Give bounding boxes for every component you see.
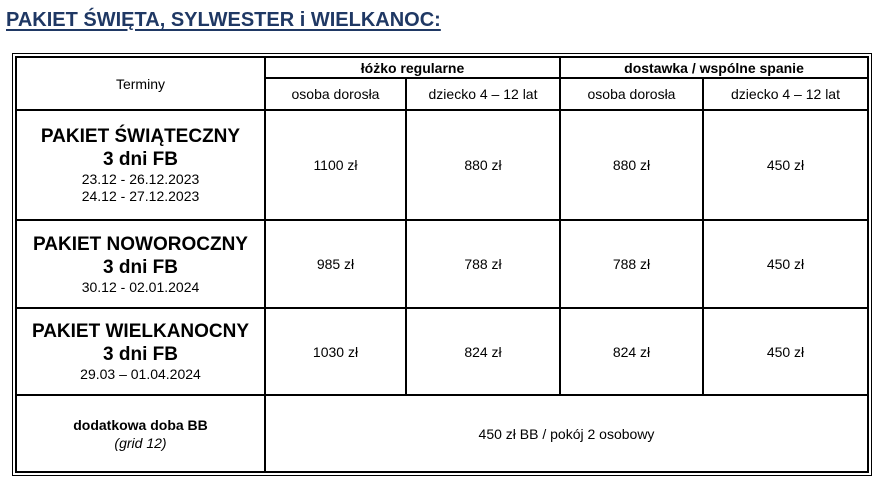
table-row bbox=[16, 308, 868, 395]
price-cell: 788 zł bbox=[406, 220, 560, 308]
package-name: PAKIET NOWOROCZNY bbox=[33, 233, 248, 255]
price-cell: 880 zł bbox=[406, 110, 560, 220]
price-cell: 880 zł bbox=[560, 110, 703, 220]
package-date: 24.12 - 27.12.2023 bbox=[81, 188, 200, 204]
table-row bbox=[16, 220, 868, 308]
price-cell: 450 zł bbox=[703, 110, 868, 220]
package-date: 29.03 – 01.04.2024 bbox=[80, 366, 201, 382]
price-cell: 1100 zł bbox=[265, 110, 406, 220]
page-title: PAKIET ŚWIĘTA, SYLWESTER i WIELKANOC: bbox=[6, 9, 441, 31]
package-name: PAKIET WIELKANOCNY bbox=[31, 321, 250, 342]
terms-header bbox=[16, 57, 265, 110]
price-cell: 824 zł bbox=[406, 308, 560, 395]
price-cell: 450 zł bbox=[703, 308, 868, 395]
extra-night-name: dodatkowa doba BB bbox=[73, 416, 208, 433]
extra-night-cell bbox=[16, 395, 265, 472]
group-header-regular-bed: łóżko regularne bbox=[265, 57, 560, 78]
package-duration: 3 dni FB bbox=[103, 344, 178, 365]
price-table bbox=[15, 56, 869, 473]
package-cell bbox=[16, 220, 265, 308]
subheader-child-extra: dziecko 4 – 12 lat bbox=[703, 78, 868, 110]
package-name: PAKIET ŚWIĄTECZNY bbox=[40, 126, 241, 147]
price-cell: 1030 zł bbox=[265, 308, 406, 395]
subheader-adult-extra: osoba dorosła bbox=[560, 78, 703, 110]
package-date: 30.12 - 02.01.2024 bbox=[81, 278, 200, 295]
package-cell bbox=[16, 110, 265, 220]
subheader-child-regular: dziecko 4 – 12 lat bbox=[406, 78, 560, 110]
group-header-extra-bed: dostawka / wspólne spanie bbox=[560, 57, 868, 78]
table-header-row-groups bbox=[16, 57, 868, 78]
table-row bbox=[16, 110, 868, 220]
package-date: 23.12 - 26.12.2023 bbox=[81, 171, 200, 187]
terms-header-label: Terminy bbox=[115, 75, 165, 92]
package-duration: 3 dni FB bbox=[103, 256, 178, 278]
table-row-extra-night bbox=[16, 395, 868, 472]
price-cell: 985 zł bbox=[265, 220, 406, 308]
price-cell: 450 zł bbox=[703, 220, 868, 308]
extra-night-price: 450 zł BB / pokój 2 osobowy bbox=[265, 395, 868, 472]
price-cell: 788 zł bbox=[560, 220, 703, 308]
extra-night-note: (grid 12) bbox=[114, 434, 167, 451]
package-duration: 3 dni FB bbox=[103, 149, 178, 170]
package-cell bbox=[16, 308, 265, 395]
subheader-adult-regular: osoba dorosła bbox=[265, 78, 406, 110]
price-cell: 824 zł bbox=[560, 308, 703, 395]
